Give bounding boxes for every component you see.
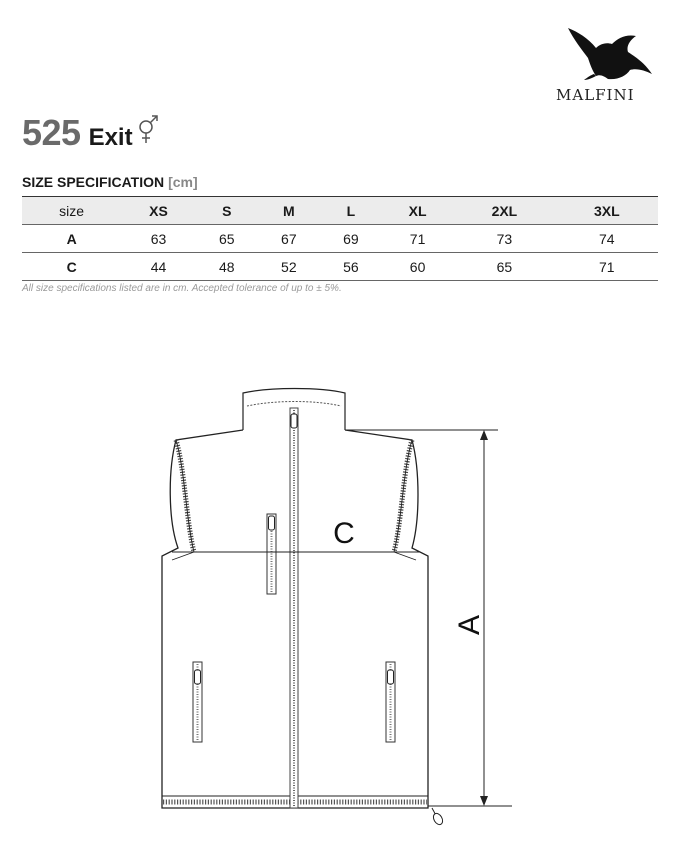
size-table [22,196,658,281]
table-cell: C [66,258,77,275]
size-table-header [22,197,658,225]
table-cell: 63 [150,230,167,247]
product-number: 525 [22,112,81,153]
unisex-symbol-icon [137,115,159,145]
table-cell: 71 [599,258,615,275]
table-cell: 65 [218,230,235,247]
table-row [22,253,658,281]
table-cell: 67 [281,230,297,247]
chest-pocket-zipper [267,514,276,594]
label-a: A [453,614,486,636]
size-spec-unit: [cm] [168,174,198,190]
label-c: C [333,517,355,550]
table-cell: 48 [218,258,235,275]
size-spec-title: SIZE SPECIFICATION [22,174,165,190]
table-cell: 69 [343,230,359,247]
table-cell: 71 [409,230,426,247]
table-row [22,225,658,253]
brand-logo [548,24,668,106]
column-header: S [222,202,232,219]
right-pocket-zipper [386,662,395,742]
table-cell: 73 [496,230,513,247]
table-cell: 52 [281,258,297,275]
column-header: 3XL [593,202,620,219]
column-header: XL [408,202,427,219]
tolerance-note: All size specifications listed are in cm. Accepted tolerance of up to ± 5%. [22,283,342,294]
center-zipper [290,408,298,808]
column-header: 2XL [491,202,518,219]
left-pocket-zipper [193,662,202,742]
table-cell: 44 [150,258,167,275]
eagle-logo-icon [556,24,656,82]
drawcord-toggle [432,808,445,826]
size-spec-heading [22,174,198,190]
column-header: L [346,202,356,219]
column-header: M [283,202,295,219]
column-header: size [59,202,85,219]
table-cell: 56 [343,258,359,275]
brand-name: MALFINI [556,86,635,104]
product-title [22,112,159,154]
table-cell: 65 [496,258,513,275]
table-cell: 74 [599,230,615,247]
product-name: Exit [88,124,133,151]
column-header: XS [149,202,168,219]
vest-diagram [0,380,685,843]
table-cell: 60 [409,258,426,275]
table-cell: A [66,230,77,247]
